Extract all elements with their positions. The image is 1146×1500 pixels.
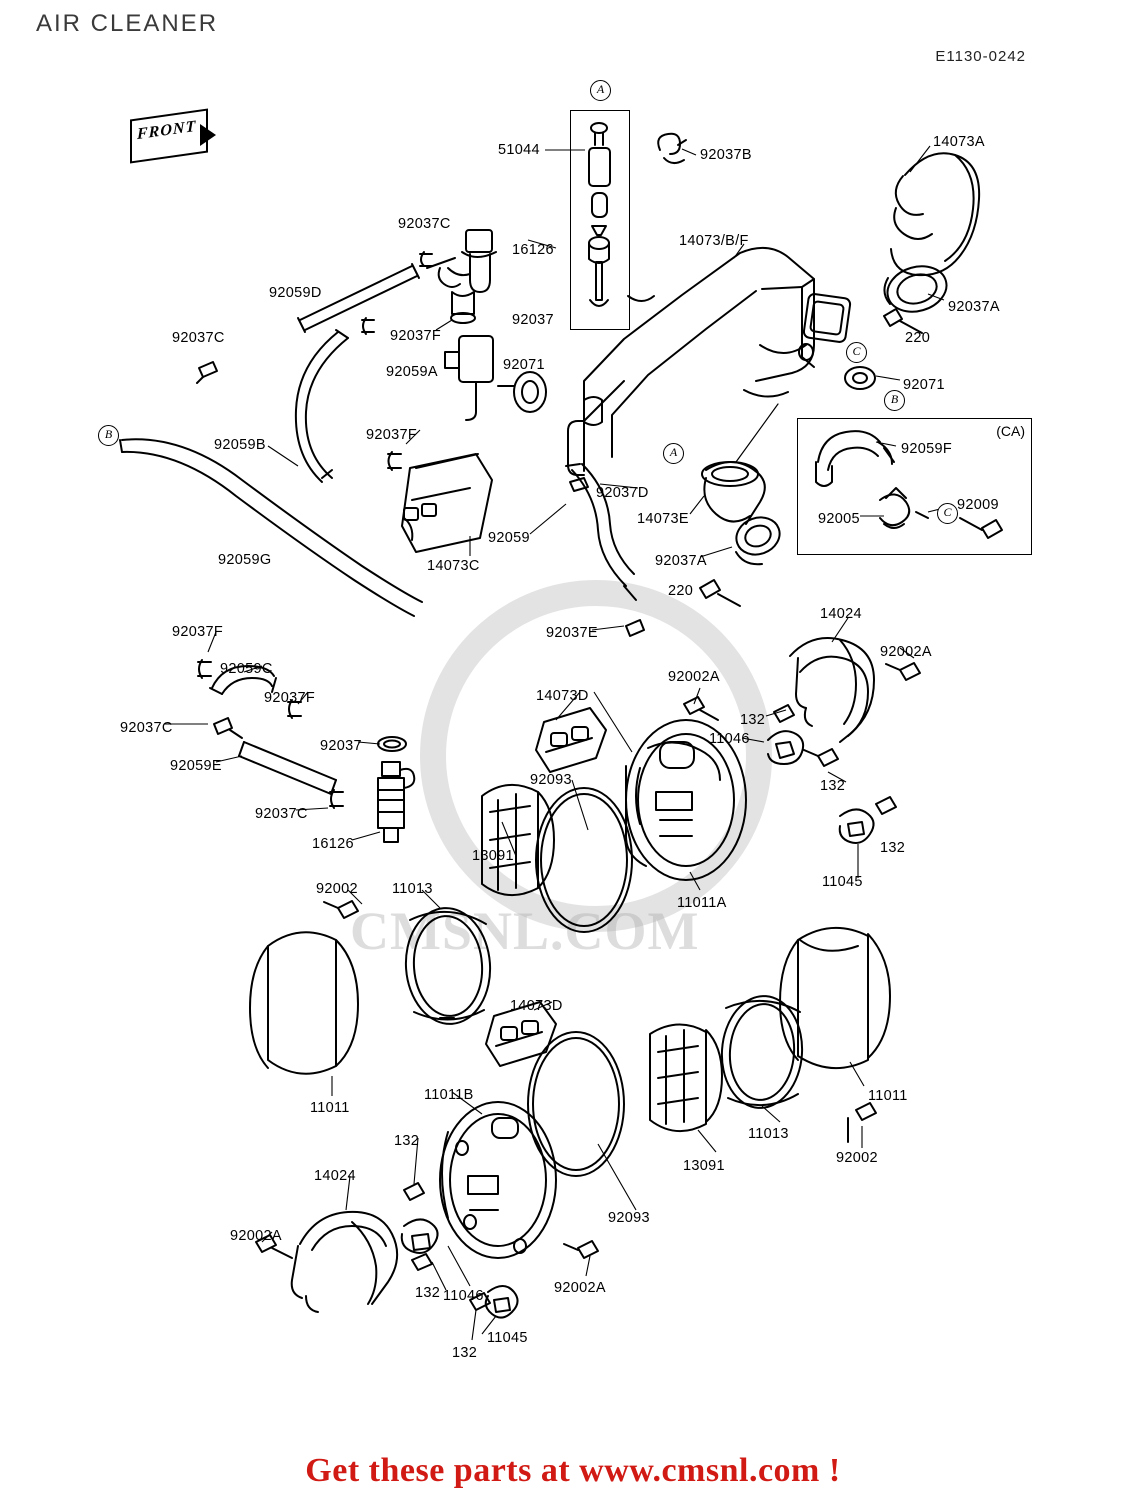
- part-number-label: 92071: [903, 377, 945, 393]
- part-number-label: 92037A: [655, 553, 707, 569]
- part-number-label: 92059C: [220, 661, 273, 677]
- part-number-label: 14073E: [637, 511, 689, 527]
- part-number-label: 92093: [608, 1210, 650, 1226]
- part-number-label: 92002A: [880, 644, 932, 660]
- watermark-text: CMSNL.COM: [350, 901, 700, 961]
- front-direction-badge: [122, 106, 218, 164]
- part-number-label: 11011B: [424, 1087, 474, 1103]
- part-number-label: 92071: [503, 357, 545, 373]
- reference-marker-c: C: [937, 503, 958, 524]
- detail-box-a: [570, 110, 630, 330]
- part-number-label: 14073C: [427, 558, 480, 574]
- part-number-label: 92059: [488, 530, 530, 546]
- ca-box-label: (CA): [996, 423, 1025, 439]
- part-number-label: 92037C: [255, 806, 308, 822]
- part-number-label: 92059A: [386, 364, 438, 380]
- part-number-label: 13091: [683, 1158, 725, 1174]
- front-badge-label: FRONT: [137, 117, 197, 144]
- part-number-label: 92037F: [172, 624, 223, 640]
- part-number-label: 11045: [487, 1330, 528, 1346]
- part-number-label: 92037D: [596, 485, 649, 501]
- part-number-label: 92002A: [668, 669, 720, 685]
- part-number-label: 14073/B/F: [679, 233, 749, 249]
- part-number-label: 11013: [392, 881, 433, 897]
- part-number-label: 92059F: [901, 441, 952, 457]
- part-number-label: 220: [905, 330, 931, 346]
- part-number-label: 132: [740, 712, 766, 728]
- reference-marker-a: A: [590, 80, 611, 101]
- part-number-label: 132: [415, 1285, 441, 1301]
- part-number-label: 92005: [818, 511, 860, 527]
- part-number-label: 92037A: [948, 299, 1000, 315]
- part-number-label: 92037C: [172, 330, 225, 346]
- diagram-code: E1130-0242: [935, 48, 1026, 65]
- part-number-label: 11045: [822, 874, 863, 890]
- reference-marker-a: A: [663, 443, 684, 464]
- part-number-label: 11046: [709, 731, 750, 747]
- part-number-label: 92002A: [230, 1228, 282, 1244]
- part-number-label: 13091: [472, 848, 514, 864]
- part-number-label: 92037F: [390, 328, 441, 344]
- reference-marker-c: C: [846, 342, 867, 363]
- detail-box-ca: [797, 418, 1032, 555]
- part-number-label: 92037: [320, 738, 362, 754]
- part-number-label: 11013: [748, 1126, 789, 1142]
- part-number-label: 14024: [820, 606, 862, 622]
- part-number-label: 92037F: [264, 690, 315, 706]
- part-number-label: 11011: [868, 1088, 908, 1104]
- part-number-label: 92002A: [554, 1280, 606, 1296]
- part-number-label: 51044: [498, 142, 540, 158]
- part-number-label: 92037: [512, 312, 554, 328]
- part-number-label: 92037C: [120, 720, 173, 736]
- front-arrow-icon: [200, 124, 216, 146]
- reference-marker-b: B: [884, 390, 905, 411]
- reference-marker-b: B: [98, 425, 119, 446]
- part-number-label: 11011A: [677, 895, 727, 911]
- part-number-label: 16126: [512, 242, 554, 258]
- part-number-label: 11046: [443, 1288, 484, 1304]
- part-number-label: 132: [452, 1345, 478, 1361]
- part-number-label: 92059E: [170, 758, 222, 774]
- part-number-label: 220: [668, 583, 694, 599]
- part-number-label: 92037E: [546, 625, 598, 641]
- part-number-label: 16126: [312, 836, 354, 852]
- part-number-label: 92037B: [700, 147, 752, 163]
- part-number-label: 92093: [530, 772, 572, 788]
- watermark: [330, 560, 890, 1000]
- part-number-label: 14073D: [536, 688, 589, 704]
- part-number-label: 92037F: [366, 427, 417, 443]
- part-number-label: 132: [880, 840, 906, 856]
- part-number-label: 92037C: [398, 216, 451, 232]
- part-number-label: 132: [394, 1133, 420, 1149]
- part-number-label: 92059G: [218, 552, 272, 568]
- part-number-label: 92059B: [214, 437, 266, 453]
- footer-cta[interactable]: Get these parts at www.cmsnl.com !: [305, 1452, 841, 1489]
- part-number-label: 92002: [836, 1150, 878, 1166]
- part-number-label: 11011: [310, 1100, 350, 1116]
- page-title: AIR CLEANER: [36, 10, 219, 37]
- part-number-label: 132: [820, 778, 846, 794]
- part-number-label: 92059D: [269, 285, 322, 301]
- part-number-label: 14024: [314, 1168, 356, 1184]
- part-number-label: 92002: [316, 881, 358, 897]
- part-number-label: 14073D: [510, 998, 563, 1014]
- part-number-label: 92009: [957, 497, 999, 513]
- part-number-label: 14073A: [933, 134, 985, 150]
